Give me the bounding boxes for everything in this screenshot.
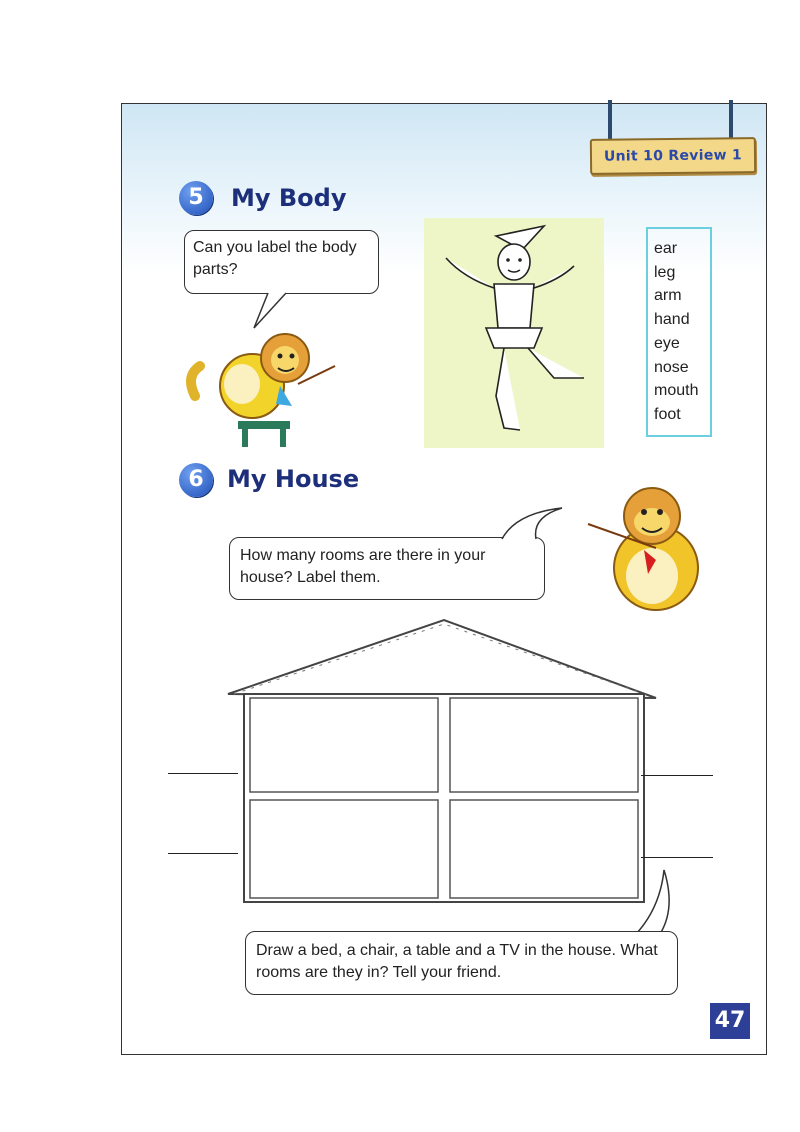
house-drawing xyxy=(226,618,666,908)
page-number: 47 xyxy=(710,1003,750,1039)
room-label-line-top-left xyxy=(168,773,238,774)
body-speech-bubble xyxy=(184,230,379,294)
unit-sign xyxy=(590,137,756,175)
word-item: nose xyxy=(654,358,689,376)
room-label-line-bottom-right xyxy=(641,857,713,858)
section-5-badge: 5 xyxy=(179,181,213,215)
section-6-badge: 6 xyxy=(179,463,213,497)
instruction-bubble-tail xyxy=(632,868,672,938)
house-bubble-tail xyxy=(496,503,566,543)
house-prompt-text: How many rooms are there in your house? Label them. xyxy=(240,547,486,586)
word-item: arm xyxy=(654,287,682,305)
room-label-line-bottom-left xyxy=(168,853,238,854)
sign-rope-right xyxy=(729,100,733,140)
body-prompt-text: Can you label the body parts? xyxy=(193,239,357,278)
word-item: hand xyxy=(654,311,690,329)
word-item: eye xyxy=(654,334,680,352)
lion-teacher-illustration xyxy=(180,326,340,446)
sign-rope-left xyxy=(608,100,612,140)
house-speech-bubble xyxy=(229,537,545,600)
body-words-box xyxy=(646,227,712,437)
instruction-speech-bubble xyxy=(245,931,678,995)
word-item: leg xyxy=(654,263,676,281)
section-5-title: My Body xyxy=(231,184,347,212)
jester-figure-illustration xyxy=(424,218,604,448)
word-item: mouth xyxy=(654,382,699,400)
monkey-teacher-illustration xyxy=(586,478,736,618)
word-item: ear xyxy=(654,240,678,257)
word-item: foot xyxy=(654,405,681,423)
instruction-text: Draw a bed, a chair, a table and a TV in the house. What rooms are they in? Tell your friend. xyxy=(256,942,658,981)
unit-sign-label: Unit 10 Review 1 xyxy=(603,147,743,165)
section-6-title: My House xyxy=(227,465,360,493)
room-label-line-top-right xyxy=(641,775,713,776)
